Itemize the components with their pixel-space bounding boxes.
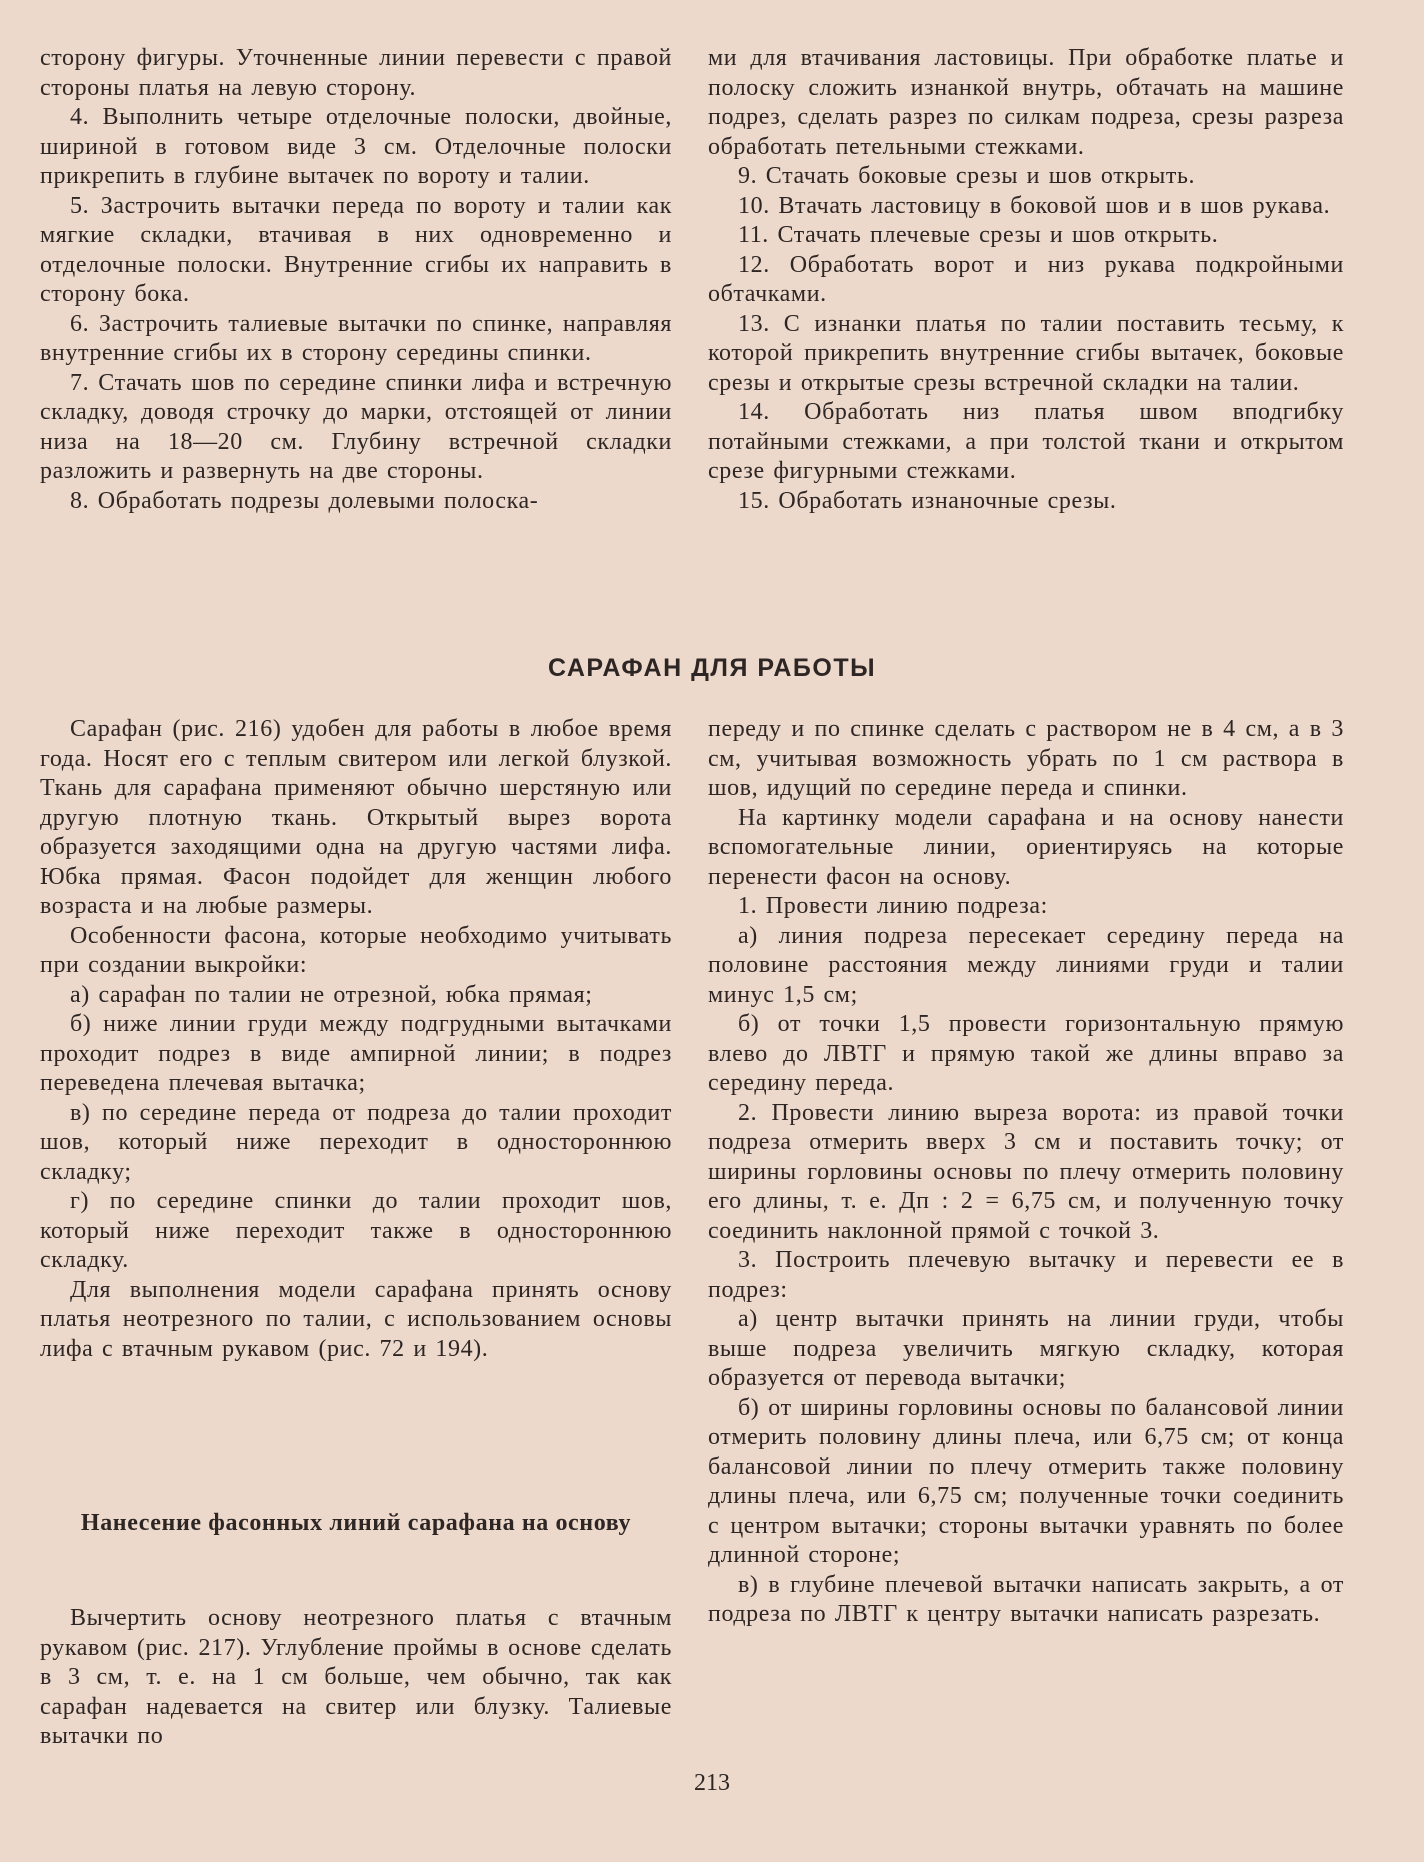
paragraph: Сарафан (рис. 216) удобен для работы в любое время года. Носят его с теплым свитером или легкой блузкой. Ткань для сарафана применяют обычно шерстяную или другую плотную ткань. Открытый вырез ворота образуется заходящими одна на другую частями лифа. Юбка прямая. Фасон подойдет для женщин любого возраста и на любые размеры. xyxy=(40,716,672,919)
paragraph: б) от точки 1,5 провести горизонтальную прямую влево до ЛВТГ и прямую такой же длины вправо за середину переда. xyxy=(708,1011,1344,1096)
paragraph: Для выполнения модели сарафана принять основу платья неотрезного по талии, с использованием основы лифа с втачным рукавом (рис. 72 и 194). xyxy=(40,1276,672,1362)
paragraph: 12. Обработать ворот и низ рукава подкройными обтачками. xyxy=(708,251,1344,307)
paragraph: а) центр вытачки принять на линии груди, чтобы выше подреза увеличить мягкую складку, которая образуется от перевода вытачки; xyxy=(708,1306,1344,1391)
paragraph: 8. Обработать подрезы долевыми полоска- xyxy=(70,487,539,514)
paragraph: Вычертить основу неотрезного платья с втачным рукавом (рис. 217). Углубление проймы в основе сделать в 3 см, т. е. на 1 см больше, чем обычно, так как сарафан надевается на свитер или блузку. Талиевые вытачки по xyxy=(40,1605,672,1749)
bottom-right-column xyxy=(708,715,1344,1630)
paragraph: 2. Провести линию выреза ворота: из правой точки подреза отмерить вверх 3 см и поставить точку; от ширины горловины основы по плечу отмерить половину его длины, т. е. Дп : 2 = 6,75 см, и полученную точку соединить наклонной прямой с точкой 3. xyxy=(708,1099,1344,1244)
paragraph: ми для втачивания ластовицы. При обработке платье и полоску сложить изнанкой внутрь, обтачать на машине подрез, сделать разрез по силкам подреза, срезы разреза обработать петельными стежками. xyxy=(708,45,1344,160)
paragraph: 13. С изнанки платья по талии поставить тесьму, к которой прикрепить внутренние сгибы вытачек, боковые срезы и открытые срезы встречной складки на талии. xyxy=(708,310,1344,396)
paragraph: сторону фигуры. Уточненные линии перевести с правой стороны платья на левую сторону. xyxy=(40,45,672,101)
top-right-column xyxy=(708,44,1344,516)
paragraph: г) по середине спинки до талии проходит шов, который ниже переходит также в одностороннюю складку. xyxy=(40,1188,672,1273)
paragraph: 5. Застрочить вытачки переда по вороту и талии как мягкие складки, втачивая в них одновременно и отделочные полоски. Внутренние сгибы их направить в сторону бока. xyxy=(40,192,672,307)
paragraph: а) линия подреза пересекает середину переда на половине расстояния между линиями груди и талии минус 1,5 см; xyxy=(708,922,1344,1008)
paragraph: 1. Провести линию подреза: xyxy=(738,893,1048,919)
top-left-column xyxy=(40,44,672,516)
paragraph: б) от ширины горловины основы по балансовой линии отмерить половину длины плеча, или 6,75 см; от конца балансовой линии по плечу отмерить также половину длины плеча, или 6,75 см; полученные точки соединить с центром вытачки; стороны вытачки уравнять по более длинной стороне; xyxy=(708,1394,1344,1568)
subsection-title: Нанесение фасонных линий сарафана на основу xyxy=(80,1510,632,1536)
paragraph: Особенности фасона, которые необходимо учитывать при создании выкройки: xyxy=(40,922,672,978)
paragraph: 11. Стачать плечевые срезы и шов открыть. xyxy=(738,222,1219,248)
paragraph: в) по середине переда от подреза до талии проходит шов, который ниже переходит в одностороннюю складку; xyxy=(40,1099,672,1185)
paragraph: 9. Стачать боковые срезы и шов открыть. xyxy=(738,163,1196,189)
paragraph: 4. Выполнить четыре отделочные полоски, двойные, шириной в готовом виде 3 см. Отделочные полоски прикрепить в глубине вытачек по вороту и талии. xyxy=(40,104,672,189)
paragraph: 6. Застрочить талиевые вытачки по спинке, направляя внутренние сгибы их в сторону середины спинки. xyxy=(40,310,672,366)
bottom-left-column xyxy=(40,715,672,1364)
paragraph: 14. Обработать низ платья швом вподгибку потайными стежками, а при толстой ткани и открытом срезе фигурными стежками. xyxy=(708,399,1344,484)
paragraph: б) ниже линии груди между подгрудными вытачками проходит подрез в виде ампирной линии; в подрез переведена плечевая вытачка; xyxy=(40,1011,672,1096)
paragraph: 10. Втачать ластовицу в боковой шов и в шов рукава. xyxy=(738,192,1331,219)
paragraph: в) в глубине плечевой вытачки написать закрыть, а от подреза по ЛВТГ к центру вытачки написать разрезать. xyxy=(708,1571,1344,1627)
section-title: САРАФАН ДЛЯ РАБОТЫ xyxy=(547,654,877,682)
paragraph: переду и по спинке сделать с раствором не в 4 см, а в 3 см, учитывая возможность убрать по 1 см раствора в шов, идущий по середине переда и спинки. xyxy=(708,716,1344,801)
paragraph: 15. Обработать изнаночные срезы. xyxy=(738,487,1117,514)
page-number: 213 xyxy=(694,1770,730,1796)
paragraph: 7. Стачать шов по середине спинки лифа и встречную складку, доводя строчку до марки, отстоящей от линии низа на 18—20 см. Глубину встречной складки разложить и развернуть на две стороны. xyxy=(40,369,672,484)
paragraph: а) сарафан по талии не отрезной, юбка прямая; xyxy=(70,981,593,1008)
subsection-body xyxy=(40,1604,672,1752)
paragraph: 3. Построить плечевую вытачку и перевести ее в подрез: xyxy=(708,1247,1344,1303)
paragraph: На картинку модели сарафана и на основу нанести вспомогательные линии, ориентируясь на которые перенести фасон на основу. xyxy=(708,804,1344,890)
